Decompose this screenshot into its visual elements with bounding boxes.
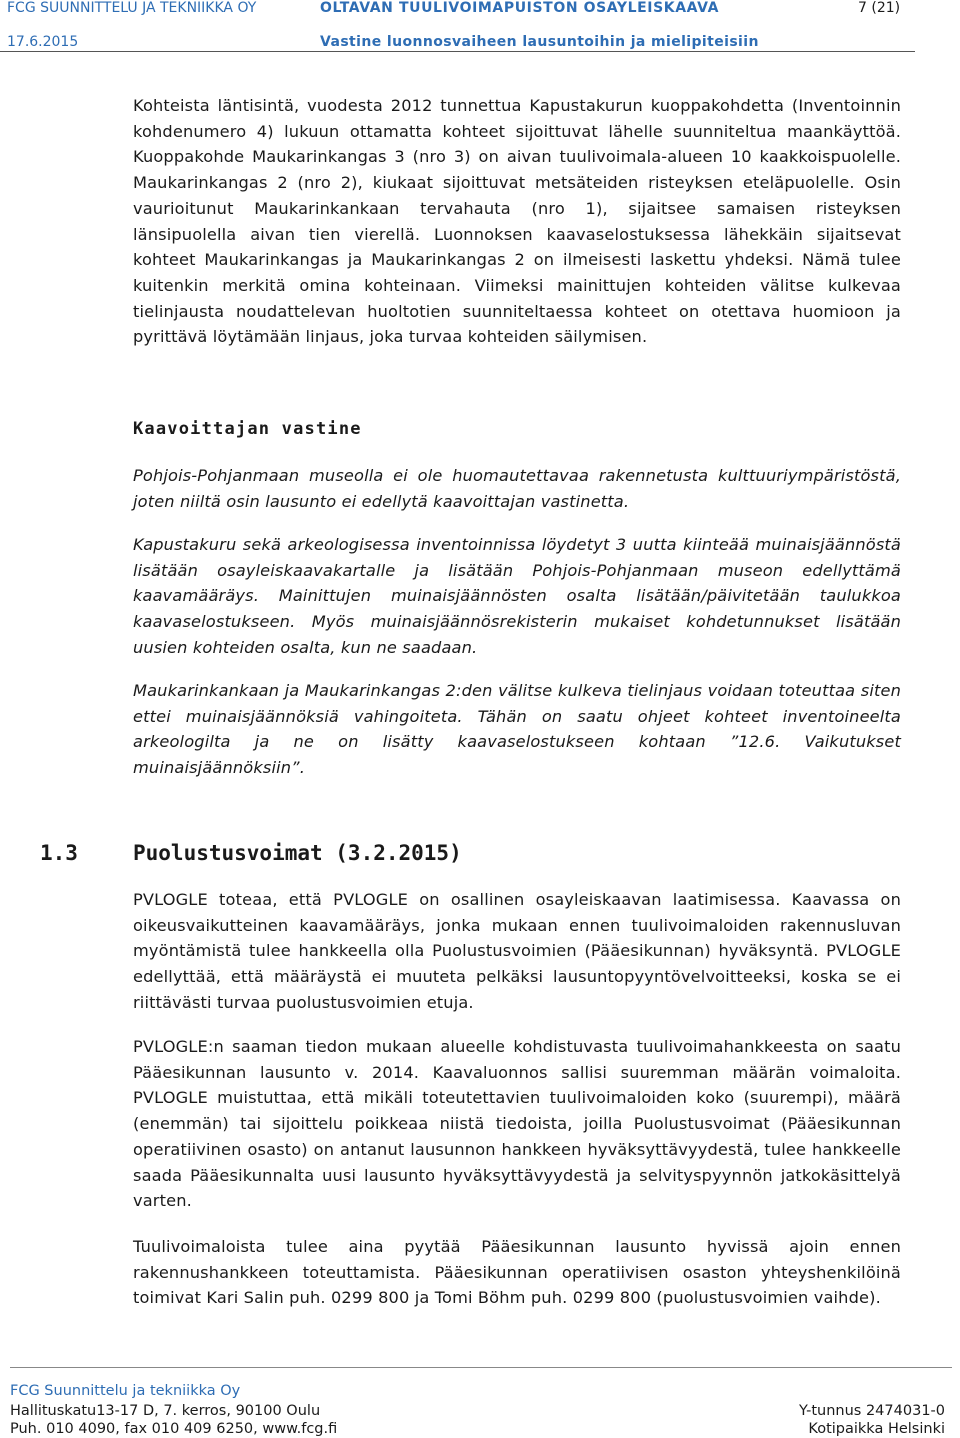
header-row-2 (0, 34, 960, 56)
footer-divider (10, 1367, 952, 1368)
header-row-1 (0, 0, 960, 22)
header-doc-title: OLTAVAN TUULIVOIMAPUISTON OSAYLEISKAAVA (320, 0, 720, 16)
reply-paragraph-1: Pohjois-Pohjanmaan museolla ei ole huomautettavaa rakennetusta kulttuuriympäristöstä, joten niiltä osin lausunto ei edellytä kaavoittajan vastinetta. (133, 466, 901, 511)
reply-paragraph-3: Maukarinkankaan ja Maukarinkangas 2:den välitse kulkeva tielinjaus voidaan toteuttaa siten ettei muinaisjäännöksiä vahingoiteta. Tähän on saatu ohjeet kohteet inventoineelta arkeologilta ja ne on lisätty kaavaselostukseen kohtaan ”12.6. Vaikutukset muinaisjäännöksiin”. (133, 681, 901, 778)
header-date: 17.6.2015 (7, 34, 79, 50)
reply-heading: Kaavoittajan vastine (133, 419, 362, 439)
footer-address: Hallituskatu13-17 D, 7. kerros, 90100 Oulu (10, 1403, 321, 1419)
header-page-number: 7 (21) (858, 0, 901, 16)
footer-domicile: Kotipaikka Helsinki (808, 1421, 945, 1437)
defense-paragraph-1: PVLOGLE toteaa, että PVLOGLE on osallinen osayleiskaavan laatimisessa. Kaavassa on oikeusvaikutteinen kaavamääräys, jonka mukaan ennen tuulivoimaloiden rakennusluvan myöntämistä tulee hankkeella olla Puolustusvoimien (Pääesikunnan) hyväksyntä. PVLOGLE edellyttää, että määräystä ei muuteta pelkäksi lausuntopyyntövelvoitteeksi, koska se ei riittävästi turvaa puolustusvoimien etuja. (133, 890, 901, 1012)
footer-contact: Puh. 010 4090, fax 010 409 6250, www.fcg.fi (10, 1421, 338, 1437)
section-title: Puolustusvoimat (3.2.2015) (133, 841, 462, 865)
paragraph-museum-statement: Kohteista läntisintä, vuodesta 2012 tunnettua Kapustakurun kuoppakohdetta (Inventoinnin kohdenumero 4) lukuun ottamatta kohteet sijoittuvat lähelle suunniteltua maankäyttöä. Kuoppakohde Maukarinkangas 3 (nro 3) on aivan tuulivoimala-alueen 10 kaakkoispuolelle. Maukarinkangas 2 (nro 2), kiukaat sijoittuvat metsäteiden risteyksen eteläpuolelle. Osin vaurioitunut Maukarinkankaan tervahauta (nro 1), sijaitsee samaisen risteyksen länsipuolella aivan tien vierellä. Luonnoksen kaavaselostuksessa lähekkäin sijaitsevat kohteet Maukarinkangas ja Maukarinkangas 2 on ilmeisesti laskettu yhdeksi. Nämä tulee kuitenkin merkitä omina kohteinaan. Viimeksi mainittujen kohteiden välitse kulkevaa tielinjausta noudattelevan huoltotien suunniteltaessa kohteet on otettava huomioon ja pyrittävä löytämään linjaus, joka turvaa kohteiden säilymisen. (133, 96, 901, 347)
defense-paragraph-3: Tuulivoimaloista tulee aina pyytää Pääesikunnan lausunto hyvissä ajoin ennen rakennushankkeen toteuttamista. Pääesikunnan operatiivisen osaston yhteyshenkilöinä toimivat Kari Salin puh. 0299 800 ja Tomi Böhm puh. 0299 800 (puolustusvoimien vaihde). (133, 1237, 901, 1308)
reply-paragraph-2: Kapustakuru sekä arkeologisessa inventoinnissa löydetyt 3 uutta kiinteää muinaisjäännöstä lisätään osayleiskaavakartalle ja lisätään Pohjois-Pohjanmaan museon edellyttämä kaavamääräys. Mainittujen muinaisjäännösten osalta lisätään/päivitetään taulukkoa kaavaselostukseen. Myös muinaisjäännösrekisterin mukaiset kohdetunnukset lisätään uusien kohteiden osalta, kun ne saadaan. (133, 535, 901, 657)
footer-business-id: Y-tunnus 2474031-0 (798, 1403, 945, 1419)
header-divider (0, 51, 915, 52)
footer-company: FCG Suunnittelu ja tekniikka Oy (10, 1383, 241, 1399)
section-number: 1.3 (40, 841, 78, 865)
header-subtitle: Vastine luonnosvaiheen lausuntoihin ja mielipiteisiin (320, 34, 759, 50)
defense-paragraph-2: PVLOGLE:n saaman tiedon mukaan alueelle kohdistuvasta tuulivoimahankkeesta on saatu Pääesikunnan lausunto v. 2014. Kaavaluonnos sallisi suuremman määrän voimaloita. PVLOGLE muistuttaa, että mikäli toteutettavien tuulivoimaloiden koko (suurempi), määrä (enemmän) tai sijoittelu poikkeaa niistä tiedoista, joilla Puolustusvoimat (Pääesikunnan operatiivinen osasto) on antanut lausunnon hankkeen hyväksyttävyydestä, tulee hankkeelle saada Pääesikunnalta uusi lausunto hyväksyttävyydestä ja selvityspyynnön jatkokäsittelyä varten. (133, 1037, 901, 1211)
section-heading (40, 841, 462, 865)
header-company: FCG SUUNNITTELU JA TEKNIIKKA OY (7, 0, 257, 16)
